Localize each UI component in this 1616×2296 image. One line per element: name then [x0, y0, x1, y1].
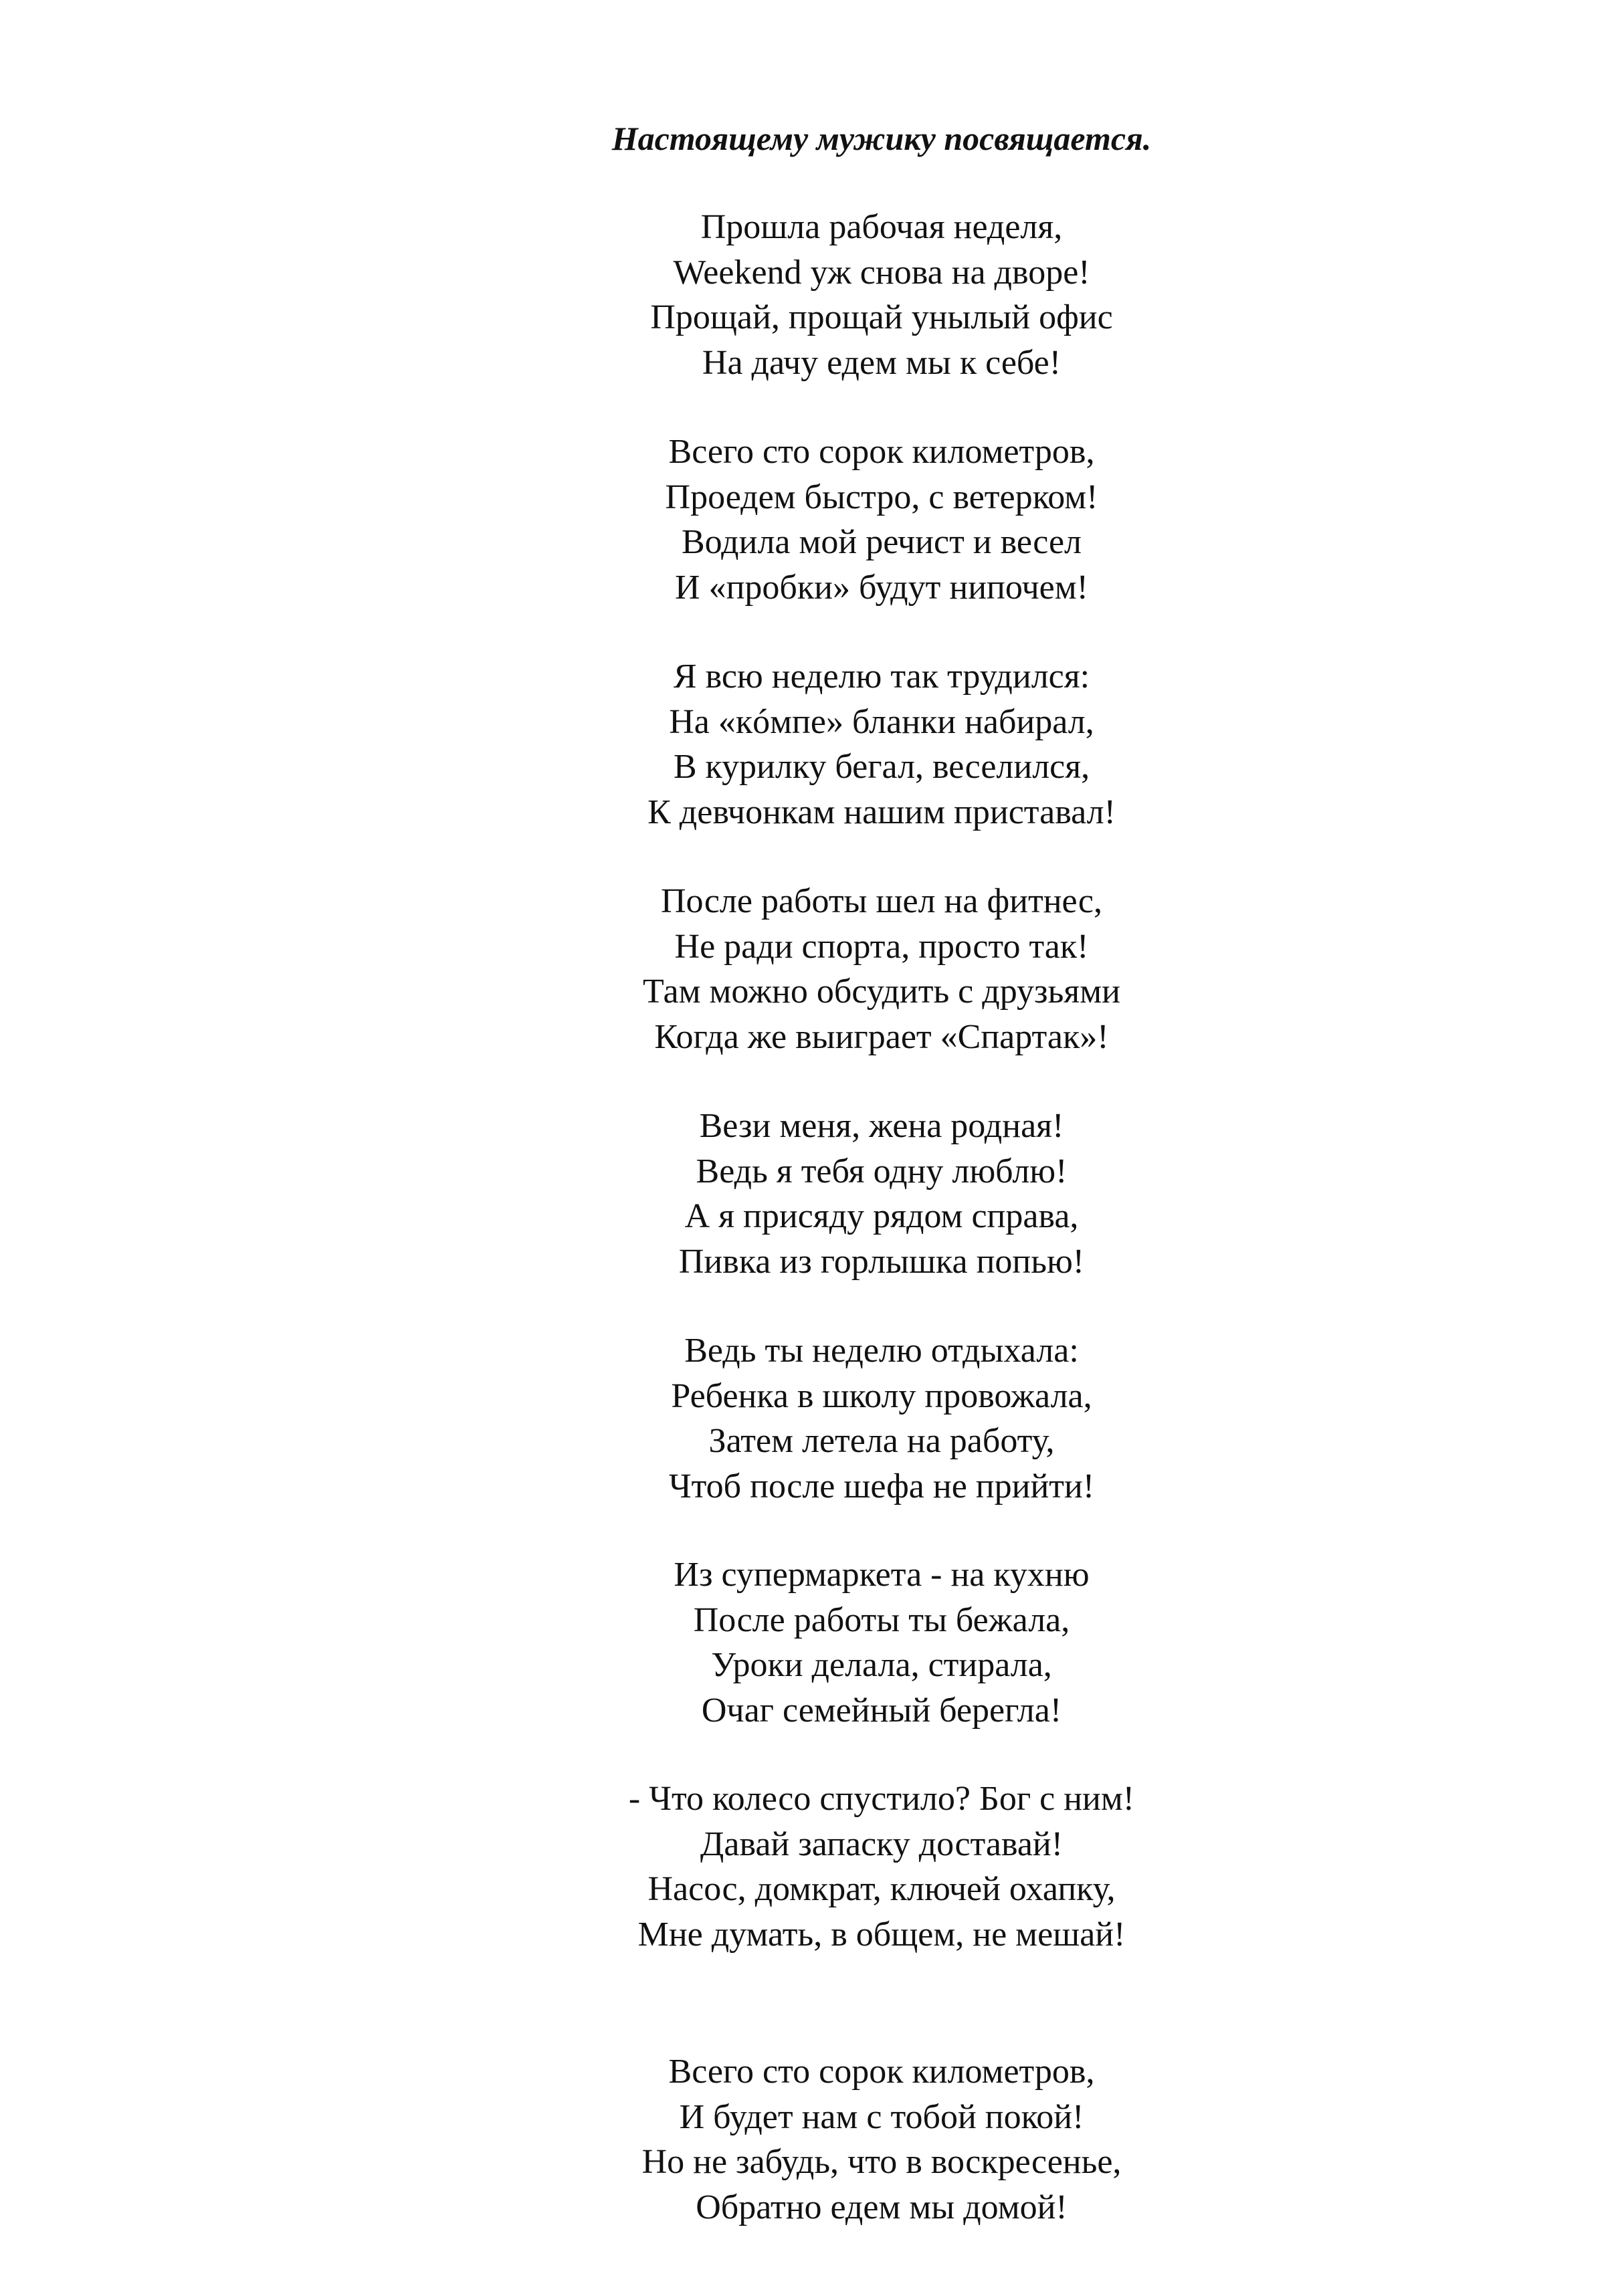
stanza-line: Водила мой речист и весел	[682, 523, 1082, 561]
stanza-5	[679, 1104, 1084, 1284]
stanza-line: В курилку бегал, веселился,	[673, 748, 1090, 786]
stanza-9	[642, 2049, 1122, 2230]
stanza-line: Не ради спорта, просто так!	[674, 927, 1089, 966]
stanza-line: На дачу едем мы к себе!	[702, 343, 1062, 382]
stanza-line: Прошла рабочая неделя,	[700, 208, 1063, 246]
stanza-line: Очаг семейный берегла!	[701, 1691, 1062, 1730]
stanza-6	[669, 1328, 1094, 1509]
stanza-line: Weekend уж снова на дворе!	[673, 253, 1090, 292]
stanza-line: Пивка из горлышка попью!	[678, 1242, 1085, 1281]
stanza-3	[647, 654, 1116, 835]
stanza-4	[643, 879, 1120, 1059]
stanza-line: Обратно едем мы домой!	[696, 2188, 1068, 2226]
stanza-line: Всего сто сорок километров,	[668, 2053, 1095, 2091]
stanza-line: На «кóмпе» бланки набирал,	[669, 702, 1094, 741]
stanza-line: Проедем быстро, с ветерком!	[665, 478, 1098, 516]
stanza-line: Вези меня, жена родная!	[699, 1107, 1064, 1145]
stanza-line: Затем летела на работу,	[708, 1422, 1055, 1460]
stanza-line: К девчонкам нашим приставал!	[647, 793, 1116, 831]
stanza-line: Но не забудь, что в воскресенье,	[641, 2143, 1122, 2181]
stanza-line: После работы шел на фитнес,	[661, 882, 1102, 920]
stanza-line: Давай запаску доставай!	[700, 1824, 1064, 1863]
stanza-line: Я всю неделю так трудился:	[673, 657, 1090, 696]
stanza-line: И «пробки» будут нипочем!	[675, 568, 1088, 607]
stanza-line: Насос, домкрат, ключей охапку,	[647, 1870, 1116, 1908]
stanza-line: А я присяду рядом справа,	[684, 1197, 1079, 1235]
stanza-line: И будет нам с тобой покой!	[679, 2097, 1084, 2136]
stanza-1	[650, 205, 1112, 385]
stanza-2	[666, 429, 1098, 610]
stanza-7	[674, 1552, 1089, 1733]
stanza-line: Всего сто сорок километров,	[668, 433, 1095, 471]
stanza-line: После работы ты бежала,	[693, 1600, 1070, 1639]
stanza-line: - Что колесо спустило? Бог с ним!	[628, 1780, 1135, 1818]
poem-title: Настоящему мужику посвящается.	[611, 120, 1152, 157]
stanza-line: Ведь ты неделю отдыхала:	[684, 1332, 1079, 1370]
stanza-8	[629, 1776, 1134, 1957]
stanza-line: Из супермаркета - на кухню	[674, 1556, 1090, 1594]
stanza-line: Там можно обсудить с друзьями	[643, 972, 1120, 1011]
stanza-line: Мне думать, в общем, не мешай!	[637, 1915, 1126, 1954]
stanza-line: Ведь я тебя одну люблю!	[696, 1152, 1068, 1190]
stanza-line: Прощай, прощай унылый офис	[650, 298, 1113, 336]
stanza-line: Когда же выиграет «Спартак»!	[654, 1017, 1109, 1056]
stanza-line: Чтоб после шефа не прийти!	[668, 1467, 1095, 1505]
stanza-line: Ребенка в школу провожала,	[671, 1376, 1092, 1415]
stanza-line: Уроки делала, стирала,	[711, 1646, 1052, 1684]
